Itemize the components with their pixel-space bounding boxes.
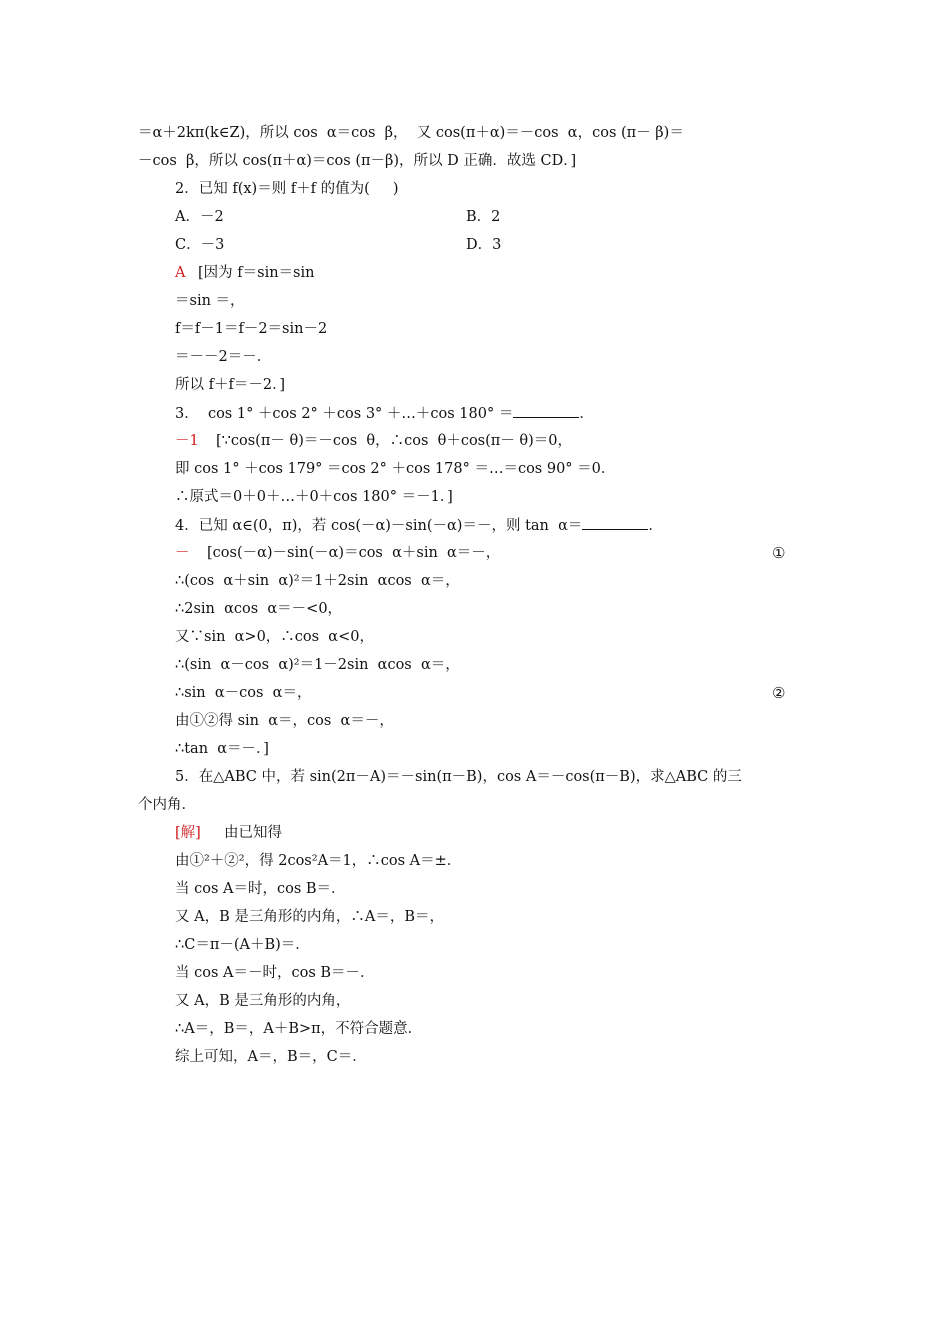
solution-line: [cos(－α)－sin(－α)＝cos α＋sin α＝－，: [207, 545, 501, 561]
question-4: [175, 515, 663, 535]
question-3-end: ．: [579, 406, 594, 422]
solution-line: 又 A，B 是三角形的内角，∴A＝，B＝，: [175, 909, 444, 925]
solution-line: ＝－－2＝－．: [175, 349, 272, 365]
option-a: A．－2: [175, 209, 224, 225]
solution-line: ∴C＝π－(A＋B)＝．: [175, 937, 310, 953]
solution-line: [因为 f＝sin＝sin: [198, 265, 315, 281]
option-c: C．－3: [175, 237, 225, 253]
answer-blank[interactable]: [582, 515, 648, 530]
solution-line: 即 cos 1° ＋cos 179° ＝cos 2° ＋cos 178° ＝…＝cos 90° ＝0．: [175, 461, 616, 477]
question-5: 5．在△ABC 中，若 sin(2π－A)＝－sin(π－B)，cos A＝－cos(π－B)，求△ABC 的三: [175, 769, 742, 785]
solution-line: 所以 f＋f＝－2．]: [175, 377, 285, 393]
solution-line: ∴(cos α＋sin α)²＝1＋2sin αcos α＝，: [175, 573, 460, 589]
equation-marker-1: ①: [772, 544, 786, 562]
text-line: ＝α＋2kπ(k∈Z)，所以 cos α＝cos β， 又 cos(π＋α)＝－cos α，cos (π－ β)＝: [138, 125, 684, 141]
question-2: 2．已知 f(x)＝则 f＋f 的值为( ): [175, 181, 399, 197]
solution-line: ＝sin ＝，: [175, 293, 245, 309]
solution-line: 又 A，B 是三角形的内角，: [175, 993, 351, 1009]
solution-line: 由①²＋②²，得 2cos²A＝1，∴cos A＝±．: [175, 853, 462, 869]
question-4-text: 4．已知 α∈(0，π)，若 cos(－α)－sin(－α)＝－，则 tan α＝: [175, 518, 583, 534]
solution-line: [∵cos(π－ θ)＝－cos θ，∴cos θ＋cos(π－ θ)＝0，: [216, 433, 573, 449]
solution-line: 当 cos A＝时，cos B＝．: [175, 881, 346, 897]
solution-label: [解]: [175, 825, 201, 841]
option-d: D．3: [466, 237, 502, 253]
option-b: B．2: [466, 209, 501, 225]
solution-line: ∴(sin α－cos α)²＝1－2sin αcos α＝，: [175, 657, 460, 673]
answer-blank[interactable]: [513, 403, 579, 418]
solution-line: ∴tan α＝－．]: [175, 741, 269, 757]
solution-line: 由已知得: [224, 825, 282, 841]
solution-line: 综上可知，A＝，B＝，C＝．: [175, 1049, 367, 1065]
answer-label: －1: [175, 433, 199, 449]
solution-line: ∴A＝，B＝，A＋B>π，不符合题意．: [175, 1021, 423, 1037]
equation-marker-2: ②: [772, 684, 786, 702]
solution-line: ∴sin α－cos α＝，: [175, 685, 312, 701]
answer-label: A: [175, 265, 186, 281]
solution-line: 由①②得 sin α＝，cos α＝－，: [175, 713, 394, 729]
question-3-text: 3． cos 1° ＋cos 2° ＋cos 3° ＋…＋cos 180° ＝: [175, 406, 514, 422]
question-5-cont: 个内角．: [138, 797, 196, 813]
solution-line: f＝f－1＝f－2＝sin－2: [175, 321, 328, 337]
solution-line: ∴原式＝0＋0＋…＋0＋cos 180° ＝－1．]: [175, 489, 453, 505]
answer-label: －: [175, 545, 190, 561]
question-4-end: ．: [648, 518, 663, 534]
text-line: －cos β，所以 cos(π＋α)＝cos (π－β)，所以 D 正确．故选 CD．]: [138, 153, 577, 169]
solution-line: 当 cos A＝－时，cos B＝－．: [175, 965, 375, 981]
question-3: [175, 403, 594, 423]
solution-line: 又∵sin α>0，∴cos α<0，: [175, 629, 374, 645]
solution-line: ∴2sin αcos α＝－<0，: [175, 601, 343, 617]
